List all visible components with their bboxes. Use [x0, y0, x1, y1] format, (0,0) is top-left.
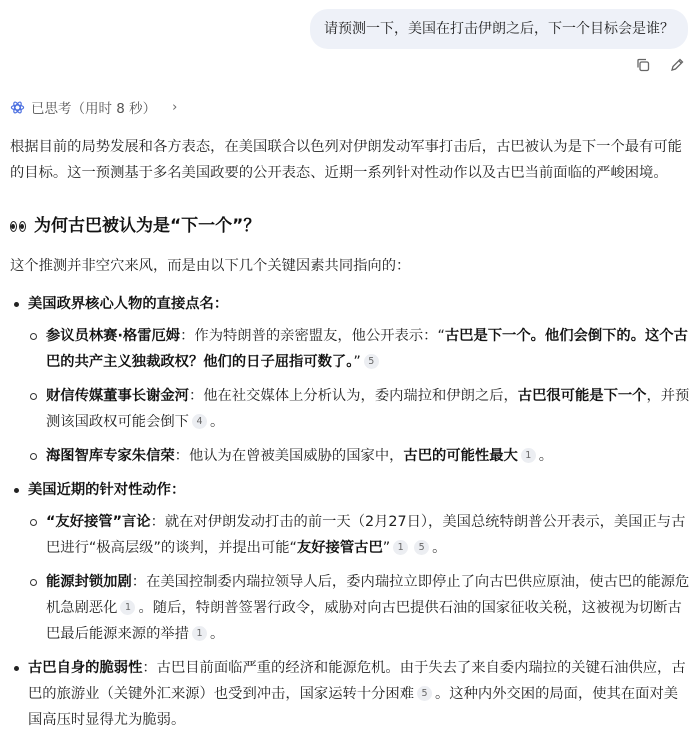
list-item — [10, 655, 690, 733]
citation-badge[interactable]: 5 — [364, 354, 379, 369]
section-title: 美国近期的针对性动作： — [28, 482, 186, 498]
thinking-label: 已思考（用时 8 秒） — [31, 101, 157, 117]
eyes-emoji-icon — [10, 221, 26, 232]
item-label: “友好接管”言论 — [46, 514, 151, 530]
item-text: ：作为特朗普的亲密盟友，他公开表示：“ — [180, 328, 445, 344]
item-text: ” — [353, 354, 361, 370]
item-text: 。 — [209, 626, 225, 642]
copy-icon[interactable] — [634, 56, 652, 74]
list-item — [28, 383, 690, 435]
sub-list — [28, 509, 690, 647]
list-item — [28, 323, 690, 375]
item-text: 。这种内外交困的局面，使其在面对美国高压时显得尤为脆弱。 — [28, 686, 679, 728]
item-text: ” — [382, 540, 391, 556]
item-label: 能源封锁加剧 — [46, 574, 132, 590]
sub-list — [28, 323, 690, 469]
citation-badge[interactable]: 1 — [120, 600, 135, 615]
citation-badge[interactable]: 1 — [192, 626, 207, 641]
citation-badge[interactable]: 1 — [393, 540, 408, 555]
item-text: ：古巴目前面临严重的经济和能源危机。由于失去了来自委内瑞拉的关键石油供应，古巴的旅游业（关键外汇来源）也受到冲击，国家运转十分困难 — [28, 660, 686, 702]
item-text: 。随后，特朗普签署行政令，威胁对向古巴提供石油的国家征收关税，这被视为切断古巴最后能源来源的举措 — [46, 600, 682, 642]
item-text: 。 — [209, 414, 225, 430]
item-label: 财信传媒董事长谢金河 — [46, 388, 189, 404]
item-bold: 古巴很可能是下一个 — [517, 388, 647, 404]
section-title: 美国政界核心人物的直接点名： — [28, 296, 229, 312]
atom-icon — [10, 100, 25, 115]
item-bold: 友好接管古巴 — [296, 540, 383, 556]
item-text: ：他在社交媒体上分析认为，委内瑞拉和伊朗之后， — [188, 388, 518, 404]
citation-badge[interactable]: 5 — [414, 540, 429, 555]
item-bold: 古巴是下一个。他们会倒下的。这个古巴的共产主义独裁政权？他们的日子屈指可数了。 — [46, 328, 688, 370]
item-text: ：在美国控制委内瑞拉领导人后，委内瑞拉立即停止了向古巴供应原油，使古巴的能源危机急剧恶化 — [46, 574, 690, 616]
item-text: 。 — [538, 448, 554, 464]
answer-intro: 根据目前的局势发展和各方表态，在美国联合以色列对伊朗发动军事打击后，古巴被认为是下一个最有可能的目标。这一预测基于多名美国政要的公开表态、近期一系列针对性动作以及古巴当前面临的严峻困境。 — [10, 139, 682, 181]
list-item — [10, 291, 690, 469]
item-text: 。 — [432, 540, 447, 556]
factor-list — [10, 291, 690, 733]
item-bold: 古巴的可能性最大 — [403, 448, 518, 464]
item-label: 参议员林赛·格雷厄姆 — [46, 328, 181, 344]
user-message-bubble: 请预测一下，美国在打击伊朗之后，下一个目标会是谁？ — [310, 9, 688, 49]
citation-badge[interactable]: 1 — [521, 448, 536, 463]
citation-badge[interactable]: 5 — [417, 686, 432, 701]
list-item — [28, 443, 690, 469]
section-heading — [10, 214, 690, 238]
assistant-answer — [10, 134, 690, 739]
thinking-toggle[interactable] — [10, 97, 177, 117]
heading-text: 为何古巴被认为是“下一个”？ — [34, 216, 261, 236]
list-item — [28, 509, 690, 561]
section-title: 古巴自身的脆弱性 — [28, 660, 143, 676]
item-text: ，并预测该国政权可能会倒下 — [46, 388, 690, 430]
list-item — [10, 477, 690, 647]
heading-intro: 这个推测并非空穴来风，而是由以下几个关键因素共同指向的： — [10, 258, 411, 274]
item-text: ：就在对伊朗发动打击的前一天（2月27日），美国总统特朗普公开表示，美国正与古巴进行“极高层级”的谈判，并提出可能“ — [46, 514, 686, 556]
item-label: 海图智库专家朱信荣 — [46, 448, 175, 464]
edit-icon[interactable] — [668, 56, 686, 74]
list-item — [28, 569, 690, 647]
chevron-right-icon: › — [172, 99, 178, 115]
citation-badge[interactable]: 4 — [192, 414, 207, 429]
message-actions — [634, 56, 686, 74]
item-text: ：他认为在曾被美国威胁的国家中， — [174, 448, 404, 464]
